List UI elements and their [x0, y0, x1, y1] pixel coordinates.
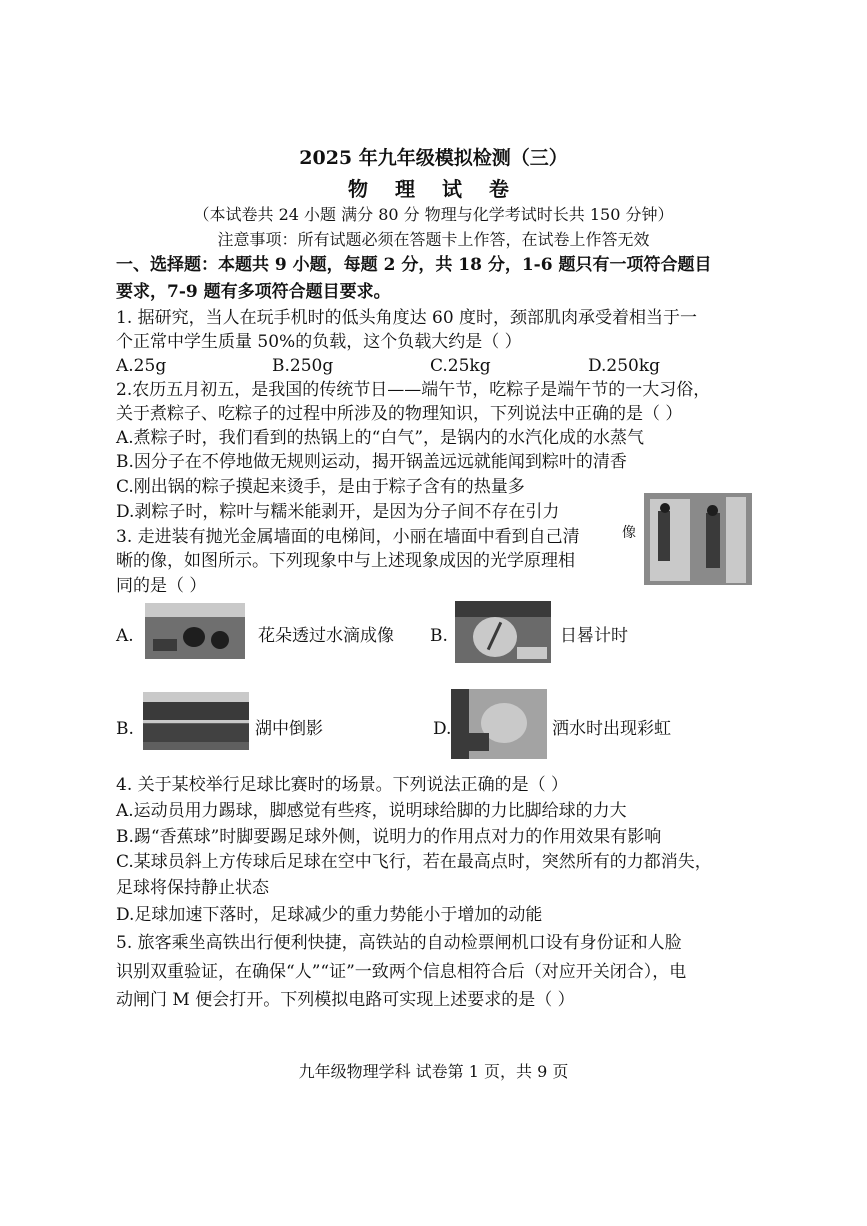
- question-3-text: 3. 走进装有抛光金属墙面的电梯间，小丽在墙面中看到自己清: [116, 527, 580, 547]
- page-subtitle: 物 理 试 卷: [348, 177, 519, 201]
- question-5-text: 5. 旅客乘坐高铁出行便利快捷，高铁站的自动检票闸机口设有身份证和人脸: [116, 933, 682, 953]
- figure-label-image: 像: [622, 525, 636, 541]
- question-2-text-cont: 关于煮粽子、吃粽子的过程中所涉及的物理知识，下列说法中正确的是（ ）: [116, 404, 683, 424]
- q4-option-a: A.运动员用力踢球，脚感觉有些疼，说明球给脚的力比脚给球的力大: [116, 801, 627, 821]
- q2-option-b: B.因分子在不停地做无规则运动，揭开锅盖远远就能闻到粽叶的清香: [116, 452, 627, 472]
- sundial-photo: [455, 601, 551, 663]
- exam-notice: 注意事项：所有试题必须在答题卡上作答，在试卷上作答无效: [217, 230, 650, 249]
- q3-option-b-text: 日晷计时: [560, 626, 628, 646]
- q3-option-b-letter: B.: [430, 626, 448, 646]
- section-heading-cont: 要求，7-9 题有多项符合题目要求。: [116, 282, 391, 302]
- question-5-text-cont2: 动闸门 M 便会打开。下列模拟电路可实现上述要求的是（ ）: [116, 990, 575, 1010]
- q3-option-d-text: 洒水时出现彩虹: [552, 719, 671, 739]
- section-heading: 一、选择题：本题共 9 小题，每题 2 分，共 18 分，1-6 题只有一项符合题目: [116, 255, 712, 275]
- q3-option-a-letter: A.: [116, 626, 134, 646]
- q4-option-c-cont: 足球将保持静止状态: [116, 878, 269, 898]
- q3-option-a-text: 花朵透过水滴成像: [258, 626, 394, 646]
- q2-option-d: D.剥粽子时，粽叶与糯米能剥开，是因为分子间不存在引力: [116, 502, 560, 522]
- question-5-text-cont: 识别双重验证，在确保“人”“证”一致两个信息相符合后（对应开关闭合），电: [116, 962, 687, 982]
- question-1-text: 1. 据研究，当人在玩手机时的低头角度达 60 度时，颈部肌肉承受着相当于一: [116, 308, 698, 328]
- q4-option-d: D.足球加速下落时，足球减少的重力势能小于增加的动能: [116, 905, 543, 925]
- q2-option-c: C.刚出锅的粽子摸起来烫手，是由于粽子含有的热量多: [116, 477, 525, 497]
- q3-option-d-letter: D.: [433, 719, 452, 739]
- page-title: 2025 年九年级模拟检测（三）: [299, 147, 568, 169]
- q1-option-d: D.250kg: [588, 356, 661, 376]
- lake-reflection-photo: [143, 692, 249, 750]
- question-4-text: 4. 关于某校举行足球比赛时的场景。下列说法正确的是（ ）: [116, 775, 569, 795]
- exam-info: （本试卷共 24 小题 满分 80 分 物理与化学考试时长共 150 分钟）: [193, 205, 674, 224]
- sprinkler-rainbow-photo: [451, 689, 547, 759]
- question-2-text: 2.农历五月初五，是我国的传统节日——端午节，吃粽子是端午节的一大习俗，: [116, 380, 711, 400]
- q2-option-a: A.煮粽子时，我们看到的热锅上的“白气”，是锅内的水汽化成的水蒸气: [116, 428, 645, 448]
- elevator-reflection-photo: [644, 493, 752, 585]
- q1-option-b: B.250g: [272, 356, 334, 376]
- page-footer: 九年级物理学科 试卷第 1 页，共 9 页: [298, 1062, 569, 1081]
- q1-option-a: A.25g: [116, 356, 167, 376]
- question-3-text-cont2: 同的是（ ）: [116, 576, 207, 596]
- q3-option-c-text: 湖中倒影: [255, 719, 323, 739]
- question-1-text-cont: 个正常中学生质量 50%的负载，这个负载大约是（ ）: [116, 332, 522, 352]
- water-drop-flower-photo: [145, 603, 245, 659]
- q4-option-b: B.踢“香蕉球”时脚要踢足球外侧，说明力的作用点对力的作用效果有影响: [116, 827, 662, 847]
- q4-option-c: C.某球员斜上方传球后足球在空中飞行，若在最高点时，突然所有的力都消失，: [116, 852, 712, 872]
- q1-option-c: C.25kg: [430, 356, 491, 376]
- q3-option-c-letter: B.: [116, 719, 134, 739]
- question-3-text-cont: 晰的像，如图所示。下列现象中与上述现象成因的光学原理相: [116, 551, 575, 571]
